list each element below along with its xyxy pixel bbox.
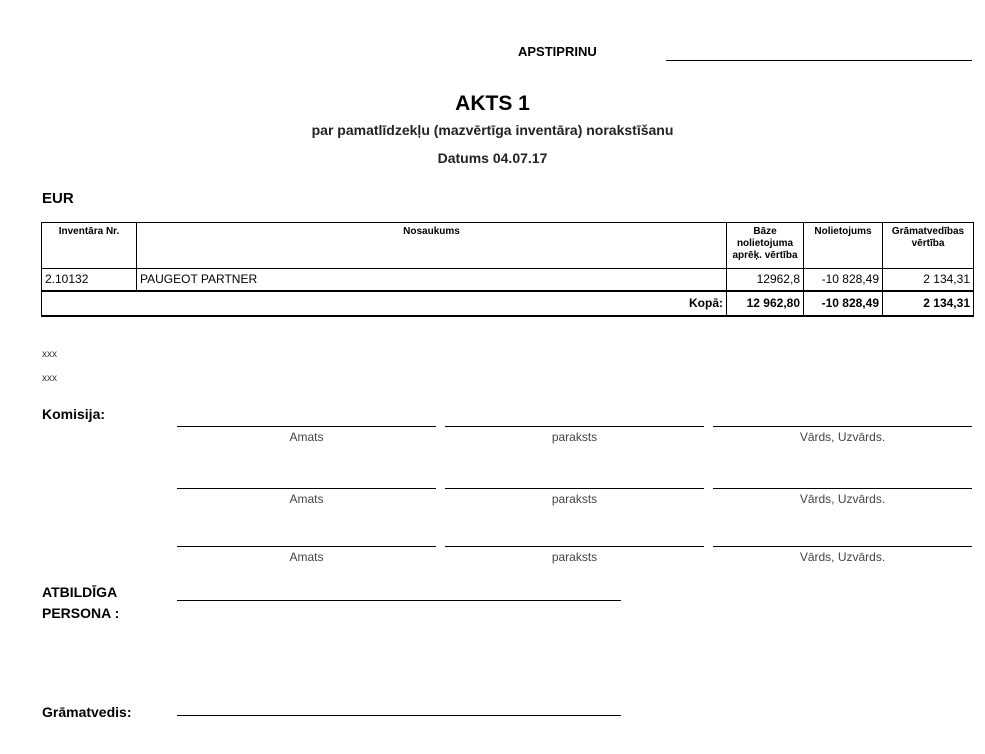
document-title: AKTS 1 (455, 92, 530, 115)
responsible-person-label (42, 582, 119, 624)
full-name-line (713, 546, 972, 547)
accountant-signature-line (177, 715, 621, 716)
position-label: Amats (289, 550, 324, 564)
responsible-label-line2: PERSONA : (42, 605, 120, 621)
approve-label: APSTIPRINU (518, 44, 597, 59)
assets-table (41, 222, 974, 317)
total-book-value: 2 134,31 (883, 291, 974, 316)
full-name-label: Vārds, Uzvārds. (799, 492, 886, 506)
cell-depreciation: -10 828,49 (804, 269, 883, 291)
currency-label: EUR (42, 190, 74, 207)
col-base-value: Bāze nolietojuma aprēķ. vērtība (727, 223, 804, 269)
position-line (177, 546, 436, 547)
signature-line (445, 488, 704, 489)
full-name-label: Vārds, Uzvārds. (799, 550, 886, 564)
col-inventory-number: Inventāra Nr. (42, 223, 137, 269)
signature-label: paraksts (551, 492, 598, 506)
position-line (177, 426, 436, 427)
full-name-line (713, 426, 972, 427)
commission-label: Komisija: (42, 406, 106, 422)
responsible-label-line1: ATBILDĪGA (42, 584, 118, 600)
col-book-value: Grāmatvedības vērtība (883, 223, 974, 269)
col-name: Nosaukums (137, 223, 727, 269)
note-1: xxx (42, 349, 57, 360)
position-label: Amats (289, 430, 324, 444)
cell-base-value: 12962,8 (727, 269, 804, 291)
cell-name: PAUGEOT PARTNER (137, 269, 727, 291)
position-label: Amats (289, 492, 324, 506)
total-label: Kopā: (42, 291, 727, 316)
full-name-label: Vārds, Uzvārds. (799, 430, 886, 444)
table-header-row (42, 223, 974, 269)
total-row (42, 291, 974, 316)
position-line (177, 488, 436, 489)
col-depreciation: Nolietojums (804, 223, 883, 269)
document-subtitle: par pamatlīdzekļu (mazvērtīga inventāra) norakstīšanu (311, 122, 674, 138)
total-depreciation: -10 828,49 (804, 291, 883, 316)
document-date: Datums 04.07.17 (437, 150, 548, 166)
table-row (42, 269, 974, 291)
signature-line (445, 546, 704, 547)
total-base-value: 12 962,80 (727, 291, 804, 316)
cell-book-value: 2 134,31 (883, 269, 974, 291)
accountant-label: Grāmatvedis: (42, 704, 132, 720)
signature-label: paraksts (551, 550, 598, 564)
signature-label: paraksts (551, 430, 598, 444)
responsible-signature-line (177, 600, 621, 601)
signature-line (445, 426, 704, 427)
note-2: xxx (42, 373, 57, 384)
approve-signature-line (666, 60, 972, 61)
cell-inventory-number: 2.10132 (42, 269, 137, 291)
full-name-line (713, 488, 972, 489)
